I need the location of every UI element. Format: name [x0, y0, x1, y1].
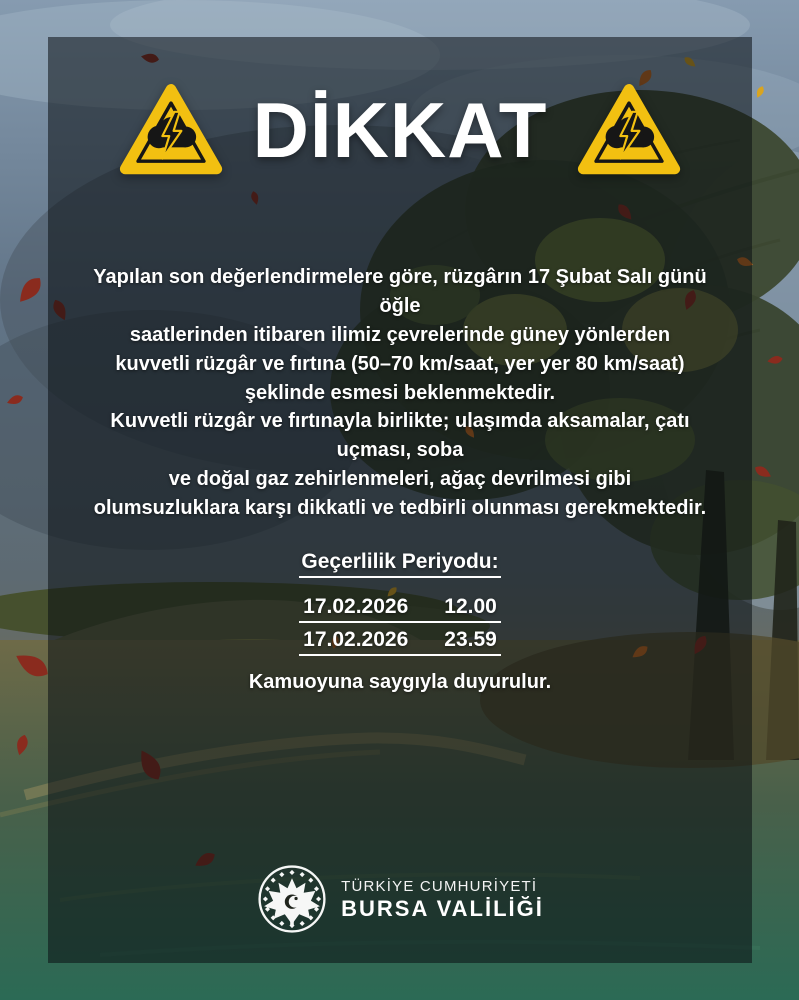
paragraph-line: Kuvvetli rüzgâr ve fırtınayla birlikte; ulaşımda aksamalar, çatı uçması, soba [110, 410, 690, 461]
paragraph-line: kuvvetli rüzgâr ve fırtına (50–70 km/saat, yer yer 80 km/saat) [115, 353, 685, 375]
turkiye-government-emblem-icon [256, 863, 328, 935]
footer-org-line2: BURSA VALİLİĞİ [341, 895, 544, 921]
closing-note: Kamuoyuna saygıyla duyurulur. [248, 671, 552, 693]
paragraph-line: şeklinde esmesi beklenmektedir. [244, 382, 556, 404]
validity-start-time: 12.00 [444, 595, 497, 618]
validity-row [299, 628, 501, 656]
storm-warning-triangle-icon [577, 81, 681, 179]
validity-heading: Geçerlilik Periyodu: [299, 550, 500, 578]
validity-row [299, 595, 501, 623]
paragraph-line: olumsuzluklara karşı dikkatli ve tedbirli olunması gerekmektedir. [93, 497, 707, 519]
storm-warning-triangle-icon [119, 81, 223, 179]
warning-panel [48, 37, 752, 963]
paragraph-line: Yapılan son değerlendirmelere göre, rüzgârın 17 Şubat Salı günü öğle [93, 266, 707, 317]
validity-rows [48, 590, 752, 656]
footer-org-line1: TÜRKİYE CUMHURİYETİ [341, 877, 538, 895]
validity-period-section [48, 550, 752, 656]
validity-end-date: 17.02.2026 [303, 628, 409, 651]
paragraph-line: ve doğal gaz zehirlenmeleri, ağaç devrilmesi gibi [168, 468, 632, 490]
paragraph-line: saatlerinden itibaren ilimiz çevrelerinde güney yönlerden [129, 324, 671, 346]
footer-org-name [341, 877, 544, 922]
validity-end-time: 23.59 [444, 628, 497, 651]
warning-paragraph-2 [78, 407, 722, 523]
footer-signature [48, 863, 752, 935]
warning-paragraph-1 [78, 263, 722, 408]
validity-start-date: 17.02.2026 [303, 595, 409, 618]
title-row [48, 81, 752, 179]
page-title: DİKKAT [252, 86, 548, 174]
